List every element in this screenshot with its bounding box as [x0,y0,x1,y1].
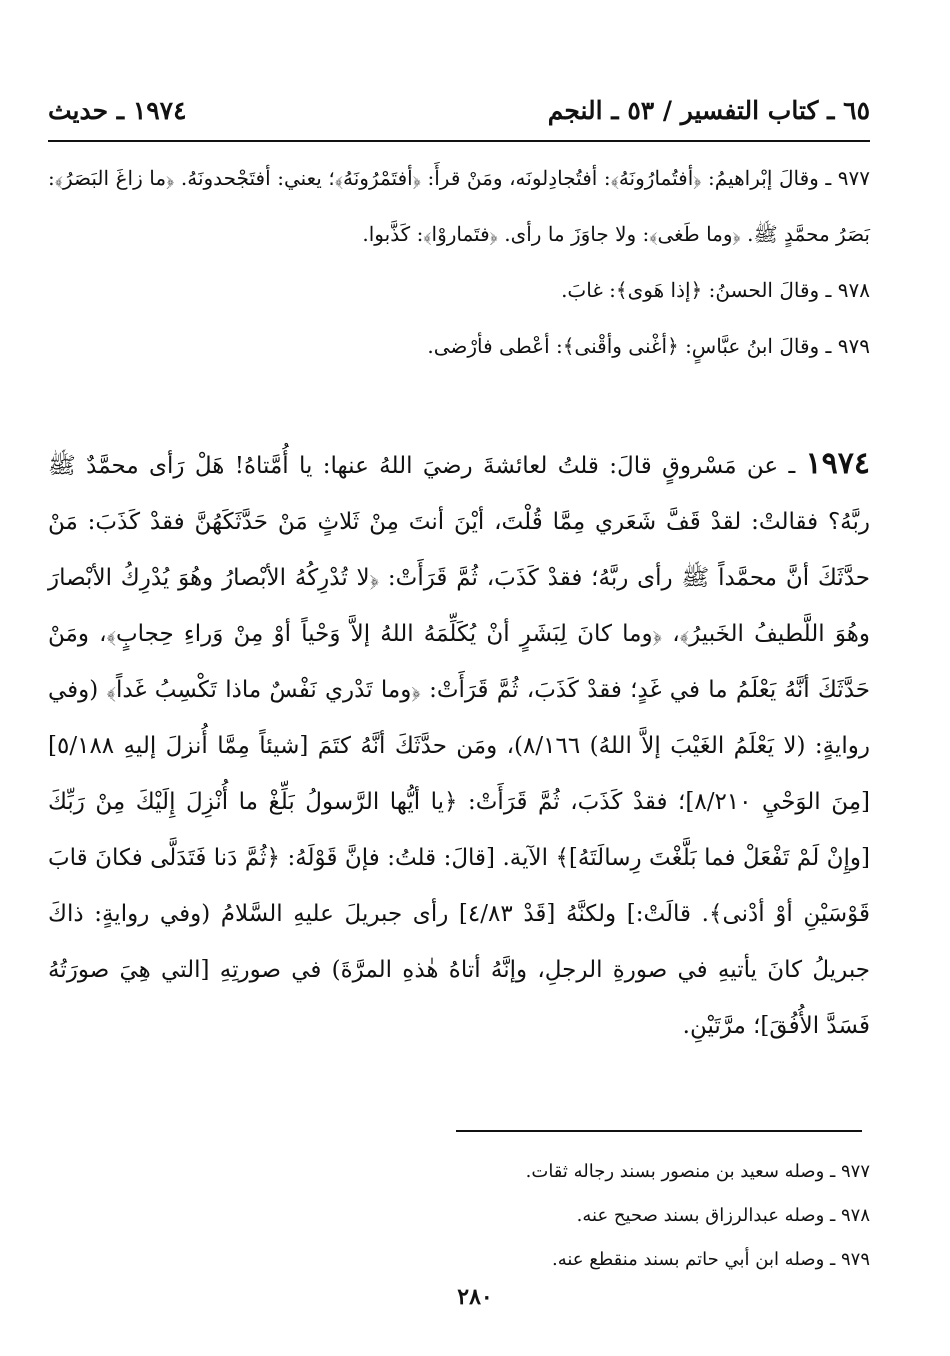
footnote-979: ٩٧٩ ـ وصله ابن أبي حاتم بسند منقطع عنه. [552,1249,870,1270]
header-hadith-number: ١٩٧٤ ـ حديث [48,95,187,125]
footnote-divider [456,1130,862,1132]
footnote-978: ٩٧٨ ـ وصله عبدالرزاق بسند صحيح عنه. [576,1205,870,1226]
header-divider [48,140,870,142]
commentary-notes [48,150,870,374]
hadith-body [48,436,870,1054]
note-979: ٩٧٩ ـ وقالَ ابنُ عبَّاسٍ: ﴿أغْنى وأقْنى﴾: أعْطى فأرْضى. [427,334,870,358]
hadith-text: ـ عن مَسْروقٍ قالَ: قلتُ لعائشةَ رضيَ اللهُ عنها: يا أُمَّتاهُ! هَلْ رَأى محمَّدٌ ﷺ ربَّهُ؟ فقالتْ: لقدْ قَفَّ شَعَري مِمَّا قُلْتَ، أيْنَ أنتَ مِنْ ثَلاثٍ مَنْ حَدَّثَكَهُنَّ فقدْ كَذَبَ: مَنْ حدَّثَكَ أنَّ محمَّداً ﷺ رأى ربَّهُ؛ فقدْ كَذَبَ، ثُمَّ قَرَأَتْ: ﴿لا تُدْرِكُهُ الأبْصارُ وهُوَ يُدْرِكُ الأبْصارَ وهُوَ اللَّطيفُ الخَبيرُ﴾، ﴿وما كانَ لِبَشَرٍ أنْ يُكَلِّمَهُ اللهُ إلاَّ وَحْياً أوْ مِنْ وَراءِ حِجابٍ﴾، ومَنْ حَدَّثَكَ أنَّهُ يَعْلَمُ ما في غَدٍ؛ فقدْ كَذَبَ، ثُمَّ قَرَأَتْ: ﴿وما تَدْري نَفْسٌ ماذا تَكْسِبُ غَداً﴾ (وفي روايةٍ: (لا يَعْلَمُ الغَيْبَ إلاَّ اللهُ) ٨/١٦٦)، ومَن حدَّثَكَ أنَّهُ كتَمَ [شيئاً مِمَّا أُنزلَ إليهِ ٥/١٨٨] [مِنَ الوَحْيِ ٨/٢١٠]؛ فقدْ كَذَبَ، ثُمَّ قَرَأَتْ: ﴿يا أيُّها الرَّسولُ بَلِّغْ ما أُنْزِلَ إِلَيْكَ مِنْ رَبِّكَ [وإِنْ لَمْ تَفْعَلْ فما بَلَّغْتَ رِسالَتَهُ]﴾ الآية. [قالَ: قلتُ: فإنَّ قَوْلَهُ: ﴿ثُمَّ دَنا فَتَدَلَّى فكانَ قابَ قَوْسَيْنِ أوْ أدْنى﴾. قالَتْ:] ولكنَّهُ [قَدْ ٤/٨٣] رأى جبريلَ عليهِ السَّلامُ (وفي روايةٍ: ذاكَ جبريلُ كانَ يأتيهِ في صورةِ الرجلِ، وإنَّهُ أتاهُ هٰذهِ المرَّةَ) في صورتِهِ [التي هِيَ صورَتُهُ فَسَدَّ الأُفُقَ]؛ مرَّتَيْنِ. [48,453,871,1039]
running-header [48,88,870,132]
footnote-977: ٩٧٧ ـ وصله سعيد بن منصور بسند رجاله ثقات. [525,1161,870,1182]
page-number: ٢٨٠ [457,1284,493,1310]
note-977: ٩٧٧ ـ وقالَ إبْراهيمُ: ﴿أفتُمارُونَهُ﴾: أفتُجادِلونَه، ومَنْ قرأَ: ﴿أفتَمْرُونَهُ﴾؛ يعني: أفتَجْحدونَهُ. ﴿ما زاغَ البَصَرُ﴾: بَصَرُ محمَّدٍ ﷺ. ﴿وما طَغى﴾: ولا جاوَزَ ما رأى. ﴿فتَماروْا﴾: كَذَّبوا. [48,166,870,246]
hadith-number: ١٩٧٤ [805,446,870,481]
note-978: ٩٧٨ ـ وقالَ الحسنُ: ﴿إذا هَوى﴾: غابَ. [561,278,870,302]
header-book-chapter: ٦٥ ـ كتاب التفسير / ٥٣ ـ النجم [547,95,870,125]
footnotes [48,1150,870,1282]
